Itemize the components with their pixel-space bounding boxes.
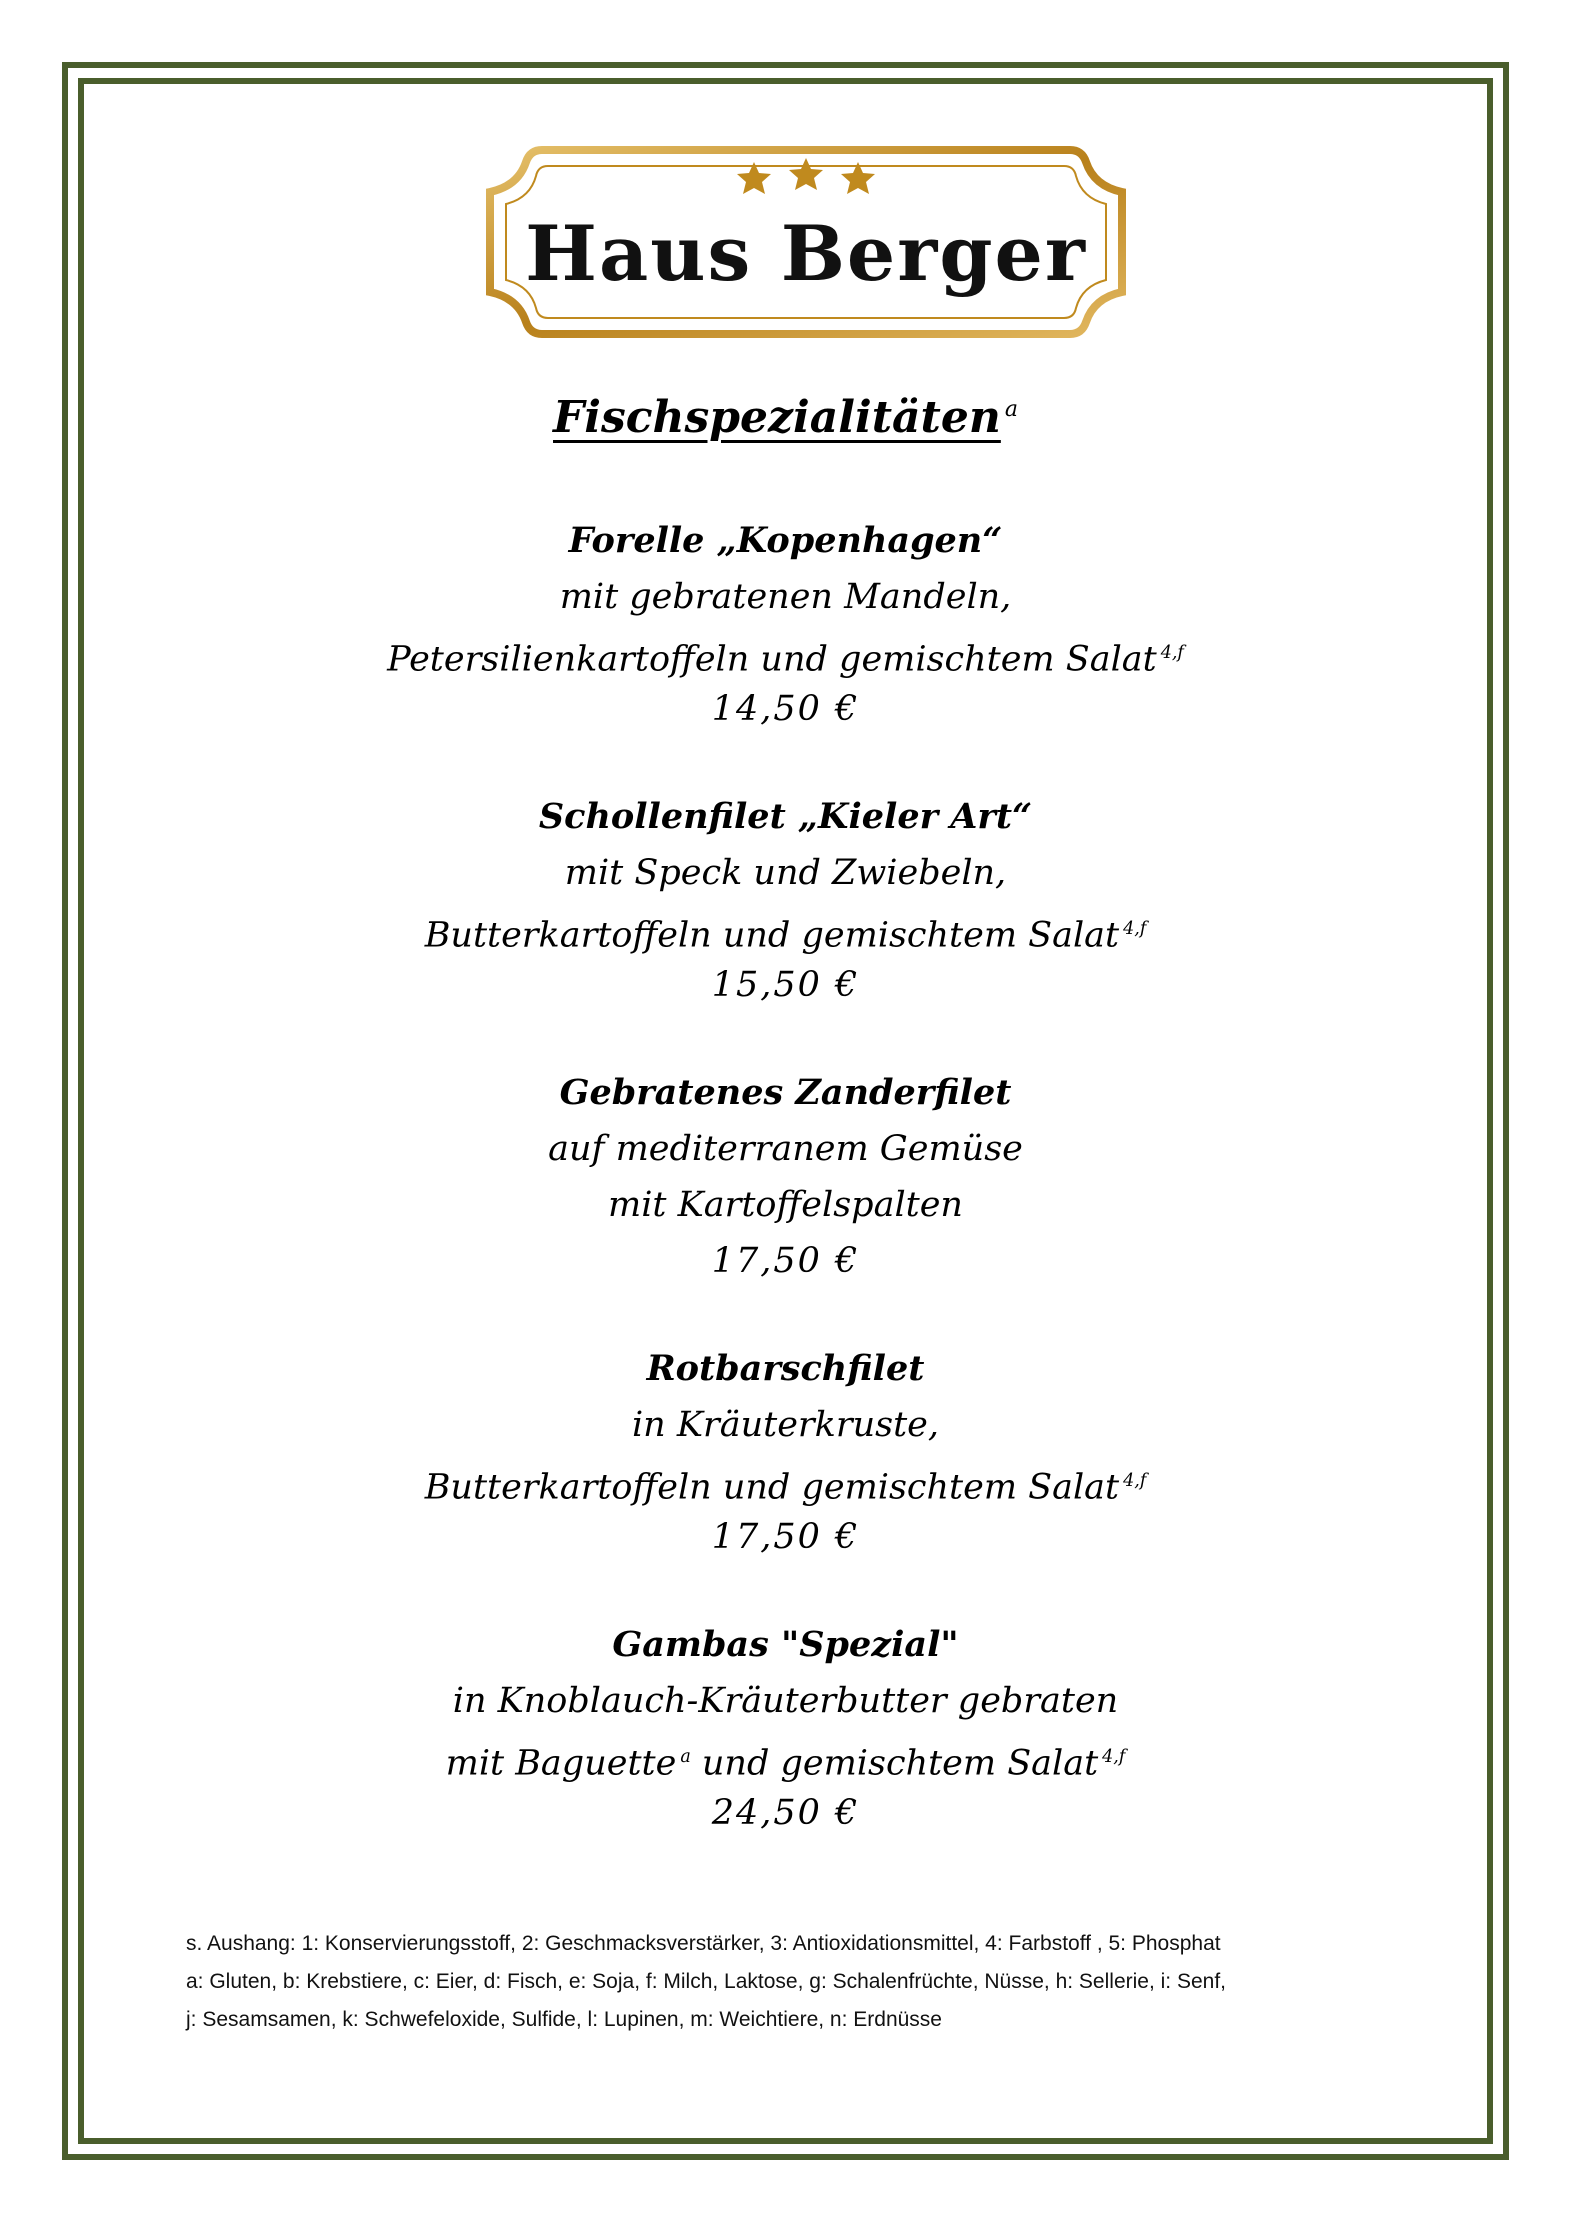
- dish-description-line2: Butterkartoffeln und gemischtem Salat $^{4,f}$: [424, 1467, 1147, 1508]
- dish-name: Schollenfilet „Kieler Art“: [538, 796, 1033, 837]
- dish-rotbarschfilet: [0, 1341, 1571, 1565]
- dish-zanderfilet: [0, 1065, 1571, 1289]
- dish-price: 17,50 €: [711, 1517, 860, 1557]
- dish-description-line2: mit Kartoffelspalten: [608, 1185, 963, 1225]
- dish-price: 24,50 €: [711, 1793, 860, 1833]
- page-title: [0, 392, 1571, 443]
- footnote-line: s. Aushang: 1: Konservierungsstoff, 2: Geschmacksverstärker, 3: Antioxidationsmittel, 4: Farbstoff , 5: Phosphat: [186, 1932, 1221, 1955]
- allergen-footnote: [186, 1925, 1386, 2039]
- dish-price: 15,50 €: [711, 965, 860, 1005]
- dish-description-line1: mit Speck und Zwiebeln,: [564, 853, 1007, 893]
- dish-forelle: [0, 513, 1571, 737]
- dish-description-line1: in Kräuterkruste,: [631, 1405, 939, 1445]
- dish-description-line2: mit Baguette $^a$ und gemischtem Salat $^{4,f}$: [445, 1743, 1126, 1784]
- dish-description-line2: Petersilienkartoffeln und gemischtem Salat $^{4,f}$: [387, 639, 1184, 680]
- dish-description-line2: Butterkartoffeln und gemischtem Salat $^{4,f}$: [424, 915, 1147, 956]
- dish-name: Forelle „Kopenhagen“: [568, 520, 1003, 561]
- dish-price: 14,50 €: [711, 689, 860, 729]
- dish-schollenfilet: [0, 789, 1571, 1013]
- footnote-line: a: Gluten, b: Krebstiere, c: Eier, d: Fisch, e: Soja, f: Milch, Laktose, g: Schalenfrüchte, Nüsse, h: Sellerie, i: Senf,: [186, 1970, 1226, 1993]
- dish-name: Gambas "Spezial": [612, 1624, 959, 1665]
- page-title-text: Fischspezialitäten: [553, 392, 1001, 443]
- dish-description-line1: mit gebratenen Mandeln,: [559, 577, 1012, 617]
- dish-price: 17,50 €: [711, 1241, 860, 1281]
- dish-gambas: [0, 1617, 1571, 1841]
- dish-name: Rotbarschfilet: [646, 1348, 925, 1389]
- dish-description-line1: in Knoblauch-Kräuterbutter gebraten: [452, 1681, 1119, 1721]
- dish-name: Gebratenes Zanderfilet: [559, 1072, 1012, 1113]
- logo-text: Haus Berger: [525, 209, 1087, 298]
- page-title-allergen: a: [1004, 397, 1018, 423]
- haus-berger-logo: [482, 142, 1130, 342]
- dish-description-line1: auf mediterranem Gemüse: [548, 1129, 1023, 1169]
- footnote-line: j: Sesamsamen, k: Schwefeloxide, Sulfide, l: Lupinen, m: Weichtiere, n: Erdnüsse: [186, 2008, 942, 2031]
